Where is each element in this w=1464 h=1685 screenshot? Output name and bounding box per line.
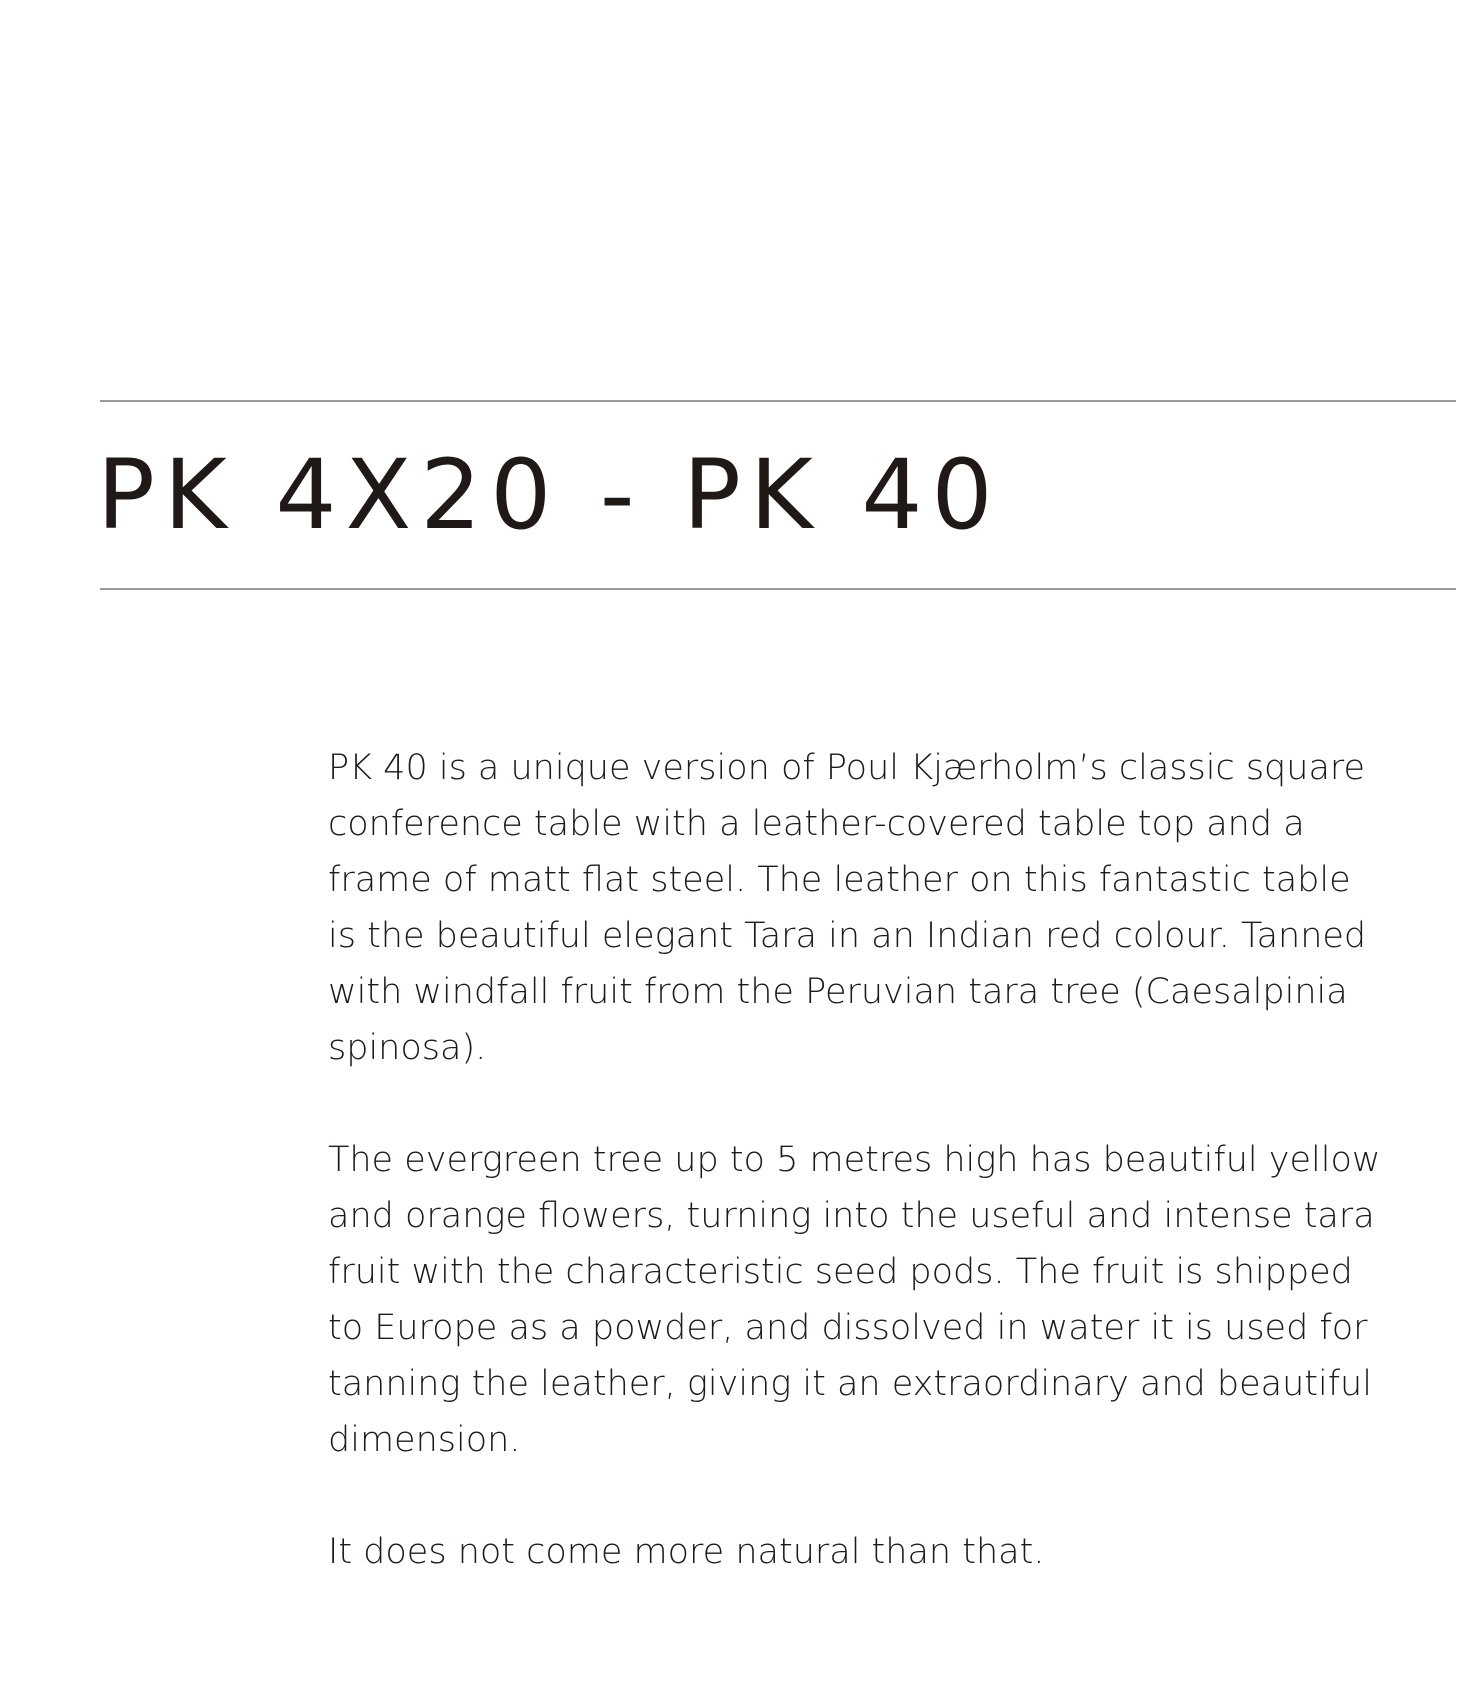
paragraph-closing: It does not come more natural than that. xyxy=(328,1532,1045,1572)
bottom-divider xyxy=(100,588,1456,590)
paragraph-intro: PK 40 is a unique version of Poul Kjærholm’s classic square conference table with a leather-covered table top and a frame of matt flat steel. The leather on this fantastic table is the beautiful elegant Tara in an Indian red colour. Tanned with windfall fruit from the Peruvian tara tree (Caesalpinia spinosa). xyxy=(328,748,1367,1068)
page-title: PK 4X20 - PK 40 xyxy=(97,439,1002,551)
paragraph-tara-tree: The evergreen tree up to 5 metres high has beautiful yellow and orange flowers, turning into the useful and intense tara fruit with the characteristic seed pods. The fruit is shipped to Europe as a powder, and dissolved in water it is used for tanning the leather, giving it an extraordinary and beautiful dimension. xyxy=(328,1140,1381,1460)
top-divider xyxy=(100,400,1456,402)
description-body xyxy=(328,740,1388,1580)
